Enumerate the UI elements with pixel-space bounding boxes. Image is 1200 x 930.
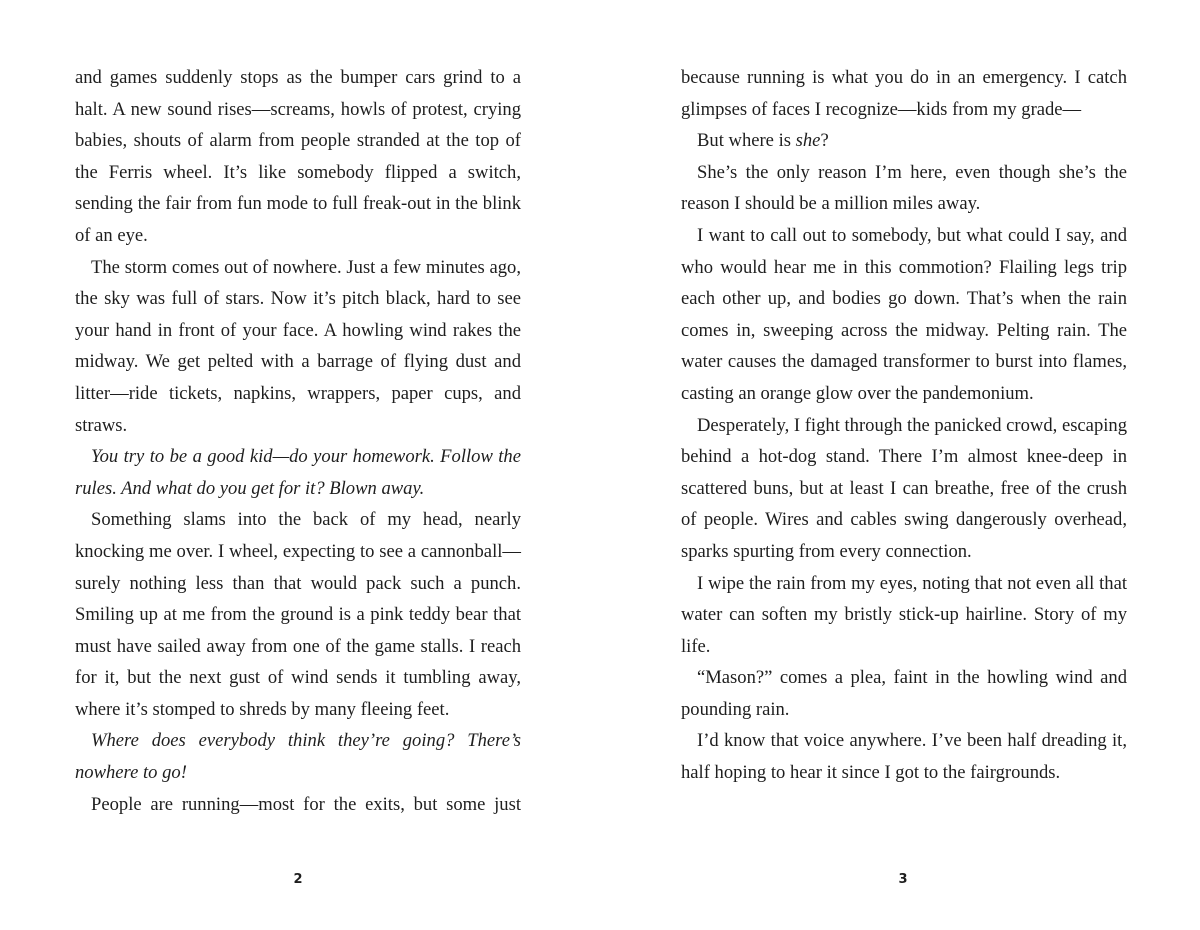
right-paragraph-5: Desperately, I fight through the panicked crowd, escaping behind a hot-dog stand. There I’m almost knee-deep in scattered buns, but at least I can breathe, free of the crush of people. Wires and cables swing dangerously overhead, sparks spurting from every connection. bbox=[681, 414, 1127, 562]
right-page-number: 3 bbox=[898, 872, 908, 887]
left-paragraph-4: Something slams into the back of my head, nearly knocking me over. I wheel, expecting to see a cannonball—surely nothing less than that would pack such a punch. Smiling up at me from the ground is a pink teddy bear that must have sailed away from one of the game stalls. I reach for it, but the next gust of wind sends it tumbling away, where it’s stomped to shreds by many fleeing feet. bbox=[75, 509, 521, 720]
right-paragraph-2-emphasis: she bbox=[795, 130, 821, 152]
left-page bbox=[75, 62, 521, 820]
right-page bbox=[681, 62, 1127, 789]
left-paragraph-5-italic: Where does everybody think they’re going? There’s nowhere to go! bbox=[75, 730, 521, 784]
right-paragraph-6: I wipe the rain from my eyes, noting that not even all that water can soften my bristly stick-up hairline. Story of my life. bbox=[681, 572, 1127, 657]
left-paragraph-3-italic: You try to be a good kid—do your homework. Follow the rules. And what do you get for it? Blown away. bbox=[75, 446, 521, 499]
right-paragraph-1: because running is what you do in an emergency. I catch glimpses of faces I recognize—kids from my grade— bbox=[681, 67, 1127, 120]
left-paragraph-2: The storm comes out of nowhere. Just a few minutes ago, the sky was full of stars. Now it’s pitch black, hard to see your hand in front of your face. A howling wind rakes the midway. We get pelted with a barrage of flying dust and litter—ride tickets, napkins, wrappers, paper cups, and straws. bbox=[75, 256, 521, 436]
right-paragraph-2 bbox=[681, 125, 1127, 157]
left-paragraph-6: People are running—most for the exits, but some just bbox=[91, 793, 521, 815]
right-paragraph-4: I want to call out to somebody, but what could I say, and who would hear me in this commotion? Flailing legs trip each other up, and bodies go down. That’s when the rain comes in, sweeping across the midway. Pelting rain. The water causes the damaged transformer to burst into flames, casting an orange glow over the pandemonium. bbox=[681, 224, 1127, 404]
left-paragraph-1: and games suddenly stops as the bumper cars grind to a halt. A new sound rises—screams, howls of protest, crying babies, shouts of alarm from people stranded at the top of the Ferris wheel. It’s like somebody flipped a switch, sending the fair from fun mode to full freak-out in the blink of an eye. bbox=[75, 67, 521, 246]
right-paragraph-3: She’s the only reason I’m here, even though she’s the reason I should be a million miles away. bbox=[681, 161, 1127, 215]
left-page-number: 2 bbox=[293, 872, 303, 887]
right-paragraph-8: I’d know that voice anywhere. I’ve been half dreading it, half hoping to hear it since I got to the fairgrounds. bbox=[681, 730, 1127, 784]
right-paragraph-7: “Mason?” comes a plea, faint in the howling wind and pounding rain. bbox=[681, 667, 1127, 720]
right-paragraph-2-end: ? bbox=[820, 130, 829, 152]
right-paragraph-2-start: But where is bbox=[697, 130, 796, 152]
